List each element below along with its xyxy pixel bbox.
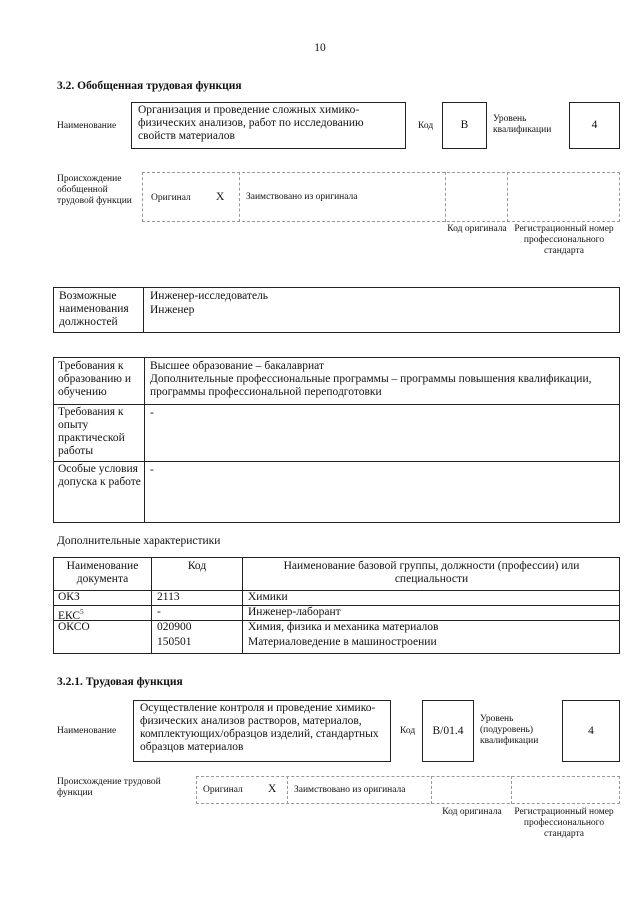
code-value: B: [460, 119, 469, 131]
page-number: 10: [314, 42, 326, 54]
code-label: Код: [400, 726, 416, 736]
section-heading: 3.2. Обобщенная трудовая функция: [57, 80, 242, 92]
subsection-heading: 3.2.1. Трудовая функция: [57, 676, 183, 688]
name-cell: Инженер-лаборант: [248, 606, 341, 618]
footnote-mark: 5: [80, 608, 84, 616]
code-box: [422, 700, 474, 762]
requirements-table: [53, 357, 620, 523]
level-box: [569, 102, 620, 149]
origin-reg-cell: [508, 172, 620, 222]
origin-original: Оригинал: [151, 193, 191, 203]
req-label: Требования к опыту практической работы: [58, 406, 125, 457]
code-cell: 020900: [157, 621, 192, 633]
position-item: Инженер-исследователь: [150, 290, 269, 302]
req-value: Высшее образование – бакалавриат Дополнительные профессиональные программы – программы повышения квалификации, программы профессиональной переподготовки: [150, 360, 592, 398]
origin-mark: X: [216, 191, 225, 203]
name-label: Наименование: [57, 726, 117, 736]
code-cell: 150501: [157, 636, 192, 648]
doc-name: ЕКС: [58, 609, 81, 622]
table-row: [58, 621, 90, 634]
origin-code-cell: [432, 776, 512, 804]
req-value: -: [150, 407, 154, 419]
position-item: Инженер: [150, 304, 195, 316]
caption-reg: Регистрационный номер профессионального стандарта: [514, 224, 614, 256]
origin-code-cell: [446, 172, 508, 222]
function-name: Осуществление контроля и проведение химико-физических анализов растворов, материалов, комплектующих/образцов изделий, стандартных образцов материалов: [140, 702, 379, 753]
caption-reg: Регистрационный номер профессионального стандарта: [514, 807, 614, 839]
additional-header: Код: [187, 560, 207, 572]
name-cell: Материаловедение в машиностроении: [248, 636, 437, 648]
level-box: [562, 700, 620, 762]
code-label: Код: [418, 121, 434, 131]
level-value: 4: [591, 119, 598, 131]
name-cell: Химики: [248, 591, 288, 603]
doc-name: ОКЗ: [58, 591, 80, 603]
additional-header: Наименование базовой группы, должности (профессии) или специальности: [283, 560, 580, 585]
origin-original: Оригинал: [203, 785, 243, 795]
origin-label: Происхождение обобщенной трудовой функции: [57, 174, 132, 206]
origin-borrowed: Заимствовано из оригинала: [294, 785, 406, 795]
caption-code: Код оригинала: [442, 807, 502, 817]
function-name-box: [133, 700, 391, 762]
level-label: Уровень квалификации: [493, 114, 552, 135]
code-value: B/01.4: [432, 725, 464, 737]
additional-title: Дополнительные характеристики: [57, 535, 221, 547]
code-cell: -: [157, 606, 161, 618]
name-cell: Химия, физика и механика материалов: [248, 621, 439, 633]
function-name: Организация и проведение сложных химико-физических анализов, работ по исследованию свойств материалов: [138, 104, 364, 142]
level-value: 4: [588, 725, 594, 737]
origin-mark: X: [268, 783, 277, 795]
req-label: Требования к образованию и обучению: [58, 360, 131, 398]
req-value: -: [150, 464, 154, 476]
origin-reg-cell: [512, 776, 620, 804]
function-name-box: [131, 102, 406, 149]
code-cell: 2113: [157, 591, 180, 603]
positions-table: [53, 287, 620, 333]
origin-label: Происхождение трудовой функции: [57, 777, 161, 798]
doc-name: ОКСО: [58, 621, 90, 633]
positions-label: Возможные наименования должностей: [54, 288, 144, 332]
origin-borrowed: Заимствовано из оригинала: [246, 192, 358, 202]
code-box: [442, 102, 487, 149]
additional-header: Наименование документа: [66, 560, 139, 585]
additional-table: [53, 557, 620, 654]
table-row: [58, 591, 80, 604]
caption-code: Код оригинала: [447, 224, 507, 234]
req-label: Особые условия допуска к работе: [58, 463, 141, 488]
level-label: Уровень (подуровень) квалификации: [480, 714, 539, 746]
name-label: Наименование: [57, 121, 117, 131]
